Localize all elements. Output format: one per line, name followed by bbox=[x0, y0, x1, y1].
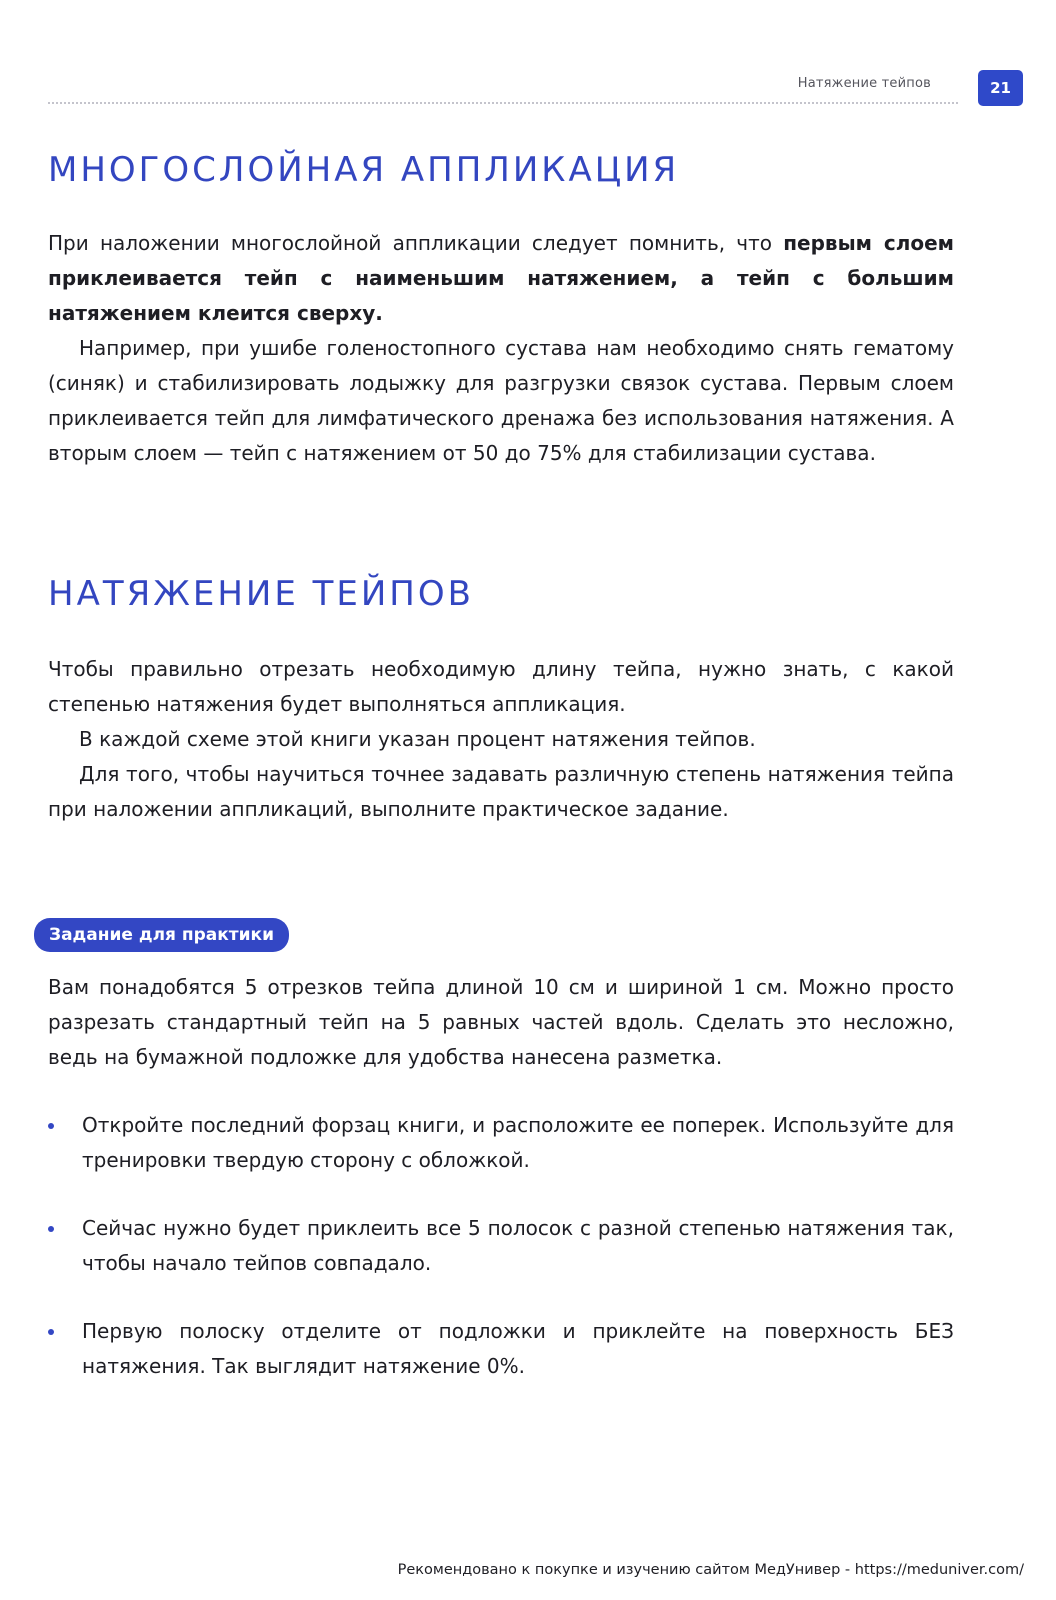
section1-p1-intro: При наложении многослойной аппликации следует помнить, что bbox=[48, 231, 784, 255]
list-item bbox=[48, 1211, 954, 1281]
bullet-dot-icon bbox=[48, 1329, 54, 1335]
section1-paragraph-2: Например, при ушибе голеностопного сустава нам необходимо снять гематому (синяк) и стабилизировать лодыжку для разгрузки связок сустава. Первым слоем приклеивается тейп для лимфатического дренажа без использования натяжения. А вторым слоем — тейп с натяжением от 50 до 75% для стабилизации сустава. bbox=[48, 336, 954, 465]
section2-paragraph-3: Для того, чтобы научиться точнее задавать различную степень натяжения тейпа при наложении аппликаций, выполните практическое задание. bbox=[48, 762, 954, 821]
section-title-multilayer: МНОГОСЛОЙНАЯ АППЛИКАЦИЯ bbox=[48, 150, 680, 190]
list-item bbox=[48, 1314, 954, 1384]
bullet-dot-icon bbox=[48, 1123, 54, 1129]
list-item-text: Откройте последний форзац книги, и расположите ее поперек. Используйте для тренировки твердую сторону с обложкой. bbox=[82, 1113, 954, 1172]
section1-p1-bold: первым слоем приклеивается тейп с наименьшим натяжением, а тейп с большим натяжением клеится сверху. bbox=[48, 231, 954, 325]
list-item bbox=[48, 1108, 954, 1178]
practice-task-badge: Задание для практики bbox=[34, 918, 289, 952]
list-item-text: Первую полоску отделите от подложки и приклейте на поверхность БЕЗ натяжения. Так выглядит натяжение 0%. bbox=[82, 1319, 954, 1378]
practice-bullet-list bbox=[48, 1108, 954, 1417]
section2-body bbox=[48, 652, 954, 827]
section2-paragraph-1: Чтобы правильно отрезать необходимую длину тейпа, нужно знать, с какой степенью натяжения будет выполняться аппликация. bbox=[48, 657, 954, 716]
bullet-dot-icon bbox=[48, 1226, 54, 1232]
practice-intro-paragraph: Вам понадобятся 5 отрезков тейпа длиной 10 см и шириной 1 см. Можно просто разрезать стандартный тейп на 5 равных частей вдоль. Сделать это несложно, ведь на бумажной подложке для удобства нанесена разметка. bbox=[48, 975, 954, 1069]
practice-intro bbox=[48, 970, 954, 1075]
list-item-text: Сейчас нужно будет приклеить все 5 полосок с разной степенью натяжения так, чтобы начало тейпов совпадало. bbox=[82, 1216, 954, 1275]
section1-body bbox=[48, 226, 954, 471]
section2-paragraph-2: В каждой схеме этой книги указан процент натяжения тейпов. bbox=[79, 727, 756, 751]
page-number-badge: 21 bbox=[978, 70, 1023, 106]
footer-recommendation: Рекомендовано к покупке и изучению сайтом МедУнивер - https://meduniver.com/ bbox=[397, 1562, 1024, 1578]
section1-paragraph-1 bbox=[48, 226, 954, 331]
header-divider bbox=[48, 102, 958, 104]
section-title-tension: НАТЯЖЕНИЕ ТЕЙПОВ bbox=[48, 574, 474, 614]
running-head-title: Натяжение тейпов bbox=[797, 76, 931, 91]
